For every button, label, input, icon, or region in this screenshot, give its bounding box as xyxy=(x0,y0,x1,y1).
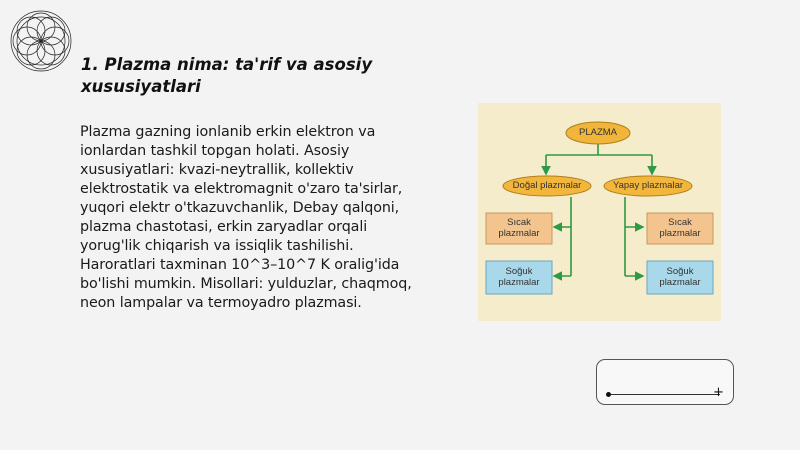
root-label: PLAZMA xyxy=(578,127,617,138)
right-hot-label: Sıcak plazmalar xyxy=(659,217,701,239)
plus-icon[interactable]: + xyxy=(713,385,724,400)
right-cold-label: Soğuk plazmalar xyxy=(659,266,701,288)
left-branch-label: Doğal plazmalar xyxy=(512,180,582,191)
slide-body-text: Plazma gazning ionlanib erkin elektron va ionlardan tashkil topgan holati. Asosiy xususiyatlari: kvazi-neytrallik, kollektiv elektrostatik va elektromagnit o'zaro ta'sirlar, yuqori elektr o'tkazuvchanlik, Debay qalqoni, plazma chastotasi, erkin zaryadlar orqali yorug'lik chiqarish va issiqlik tashilishi. Haroratlari taxminan 10^3–10^7 K oralig'ida bo'lishi mumkin. Misollari: yulduzlar, chaqmoq, neon lampalar va termoyadro plazmasi. xyxy=(80,124,412,311)
plasma-classification-diagram xyxy=(478,103,721,321)
left-hot-label: Sıcak plazmalar xyxy=(498,217,540,239)
right-branch-label: Yapay plazmalar xyxy=(612,180,684,191)
left-cold-label: Soğuk plazmalar xyxy=(498,266,540,288)
dot-icon[interactable] xyxy=(606,392,611,397)
media-slider-control[interactable] xyxy=(596,359,734,405)
slide-title: 1. Plazma nima: ta'rif va asosiy xususiyatlari xyxy=(81,55,373,96)
slider-track[interactable] xyxy=(608,394,720,395)
spirograph-logo-icon xyxy=(4,4,78,78)
